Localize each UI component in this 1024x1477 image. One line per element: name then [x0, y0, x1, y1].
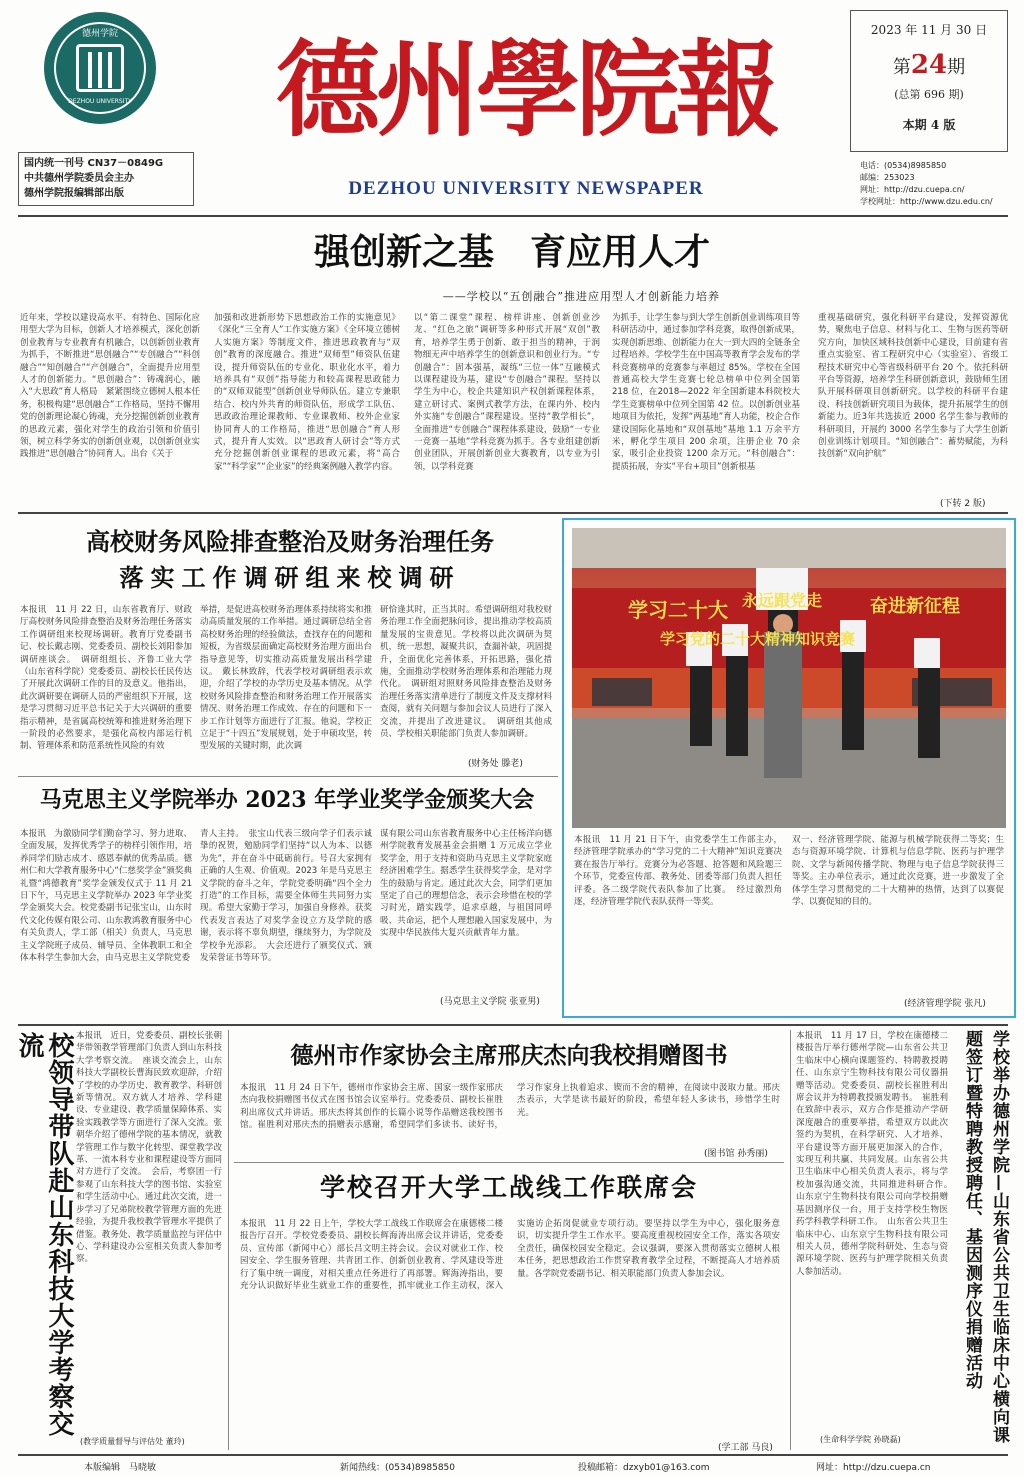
issue-date: 2023 年 11 月 30 日 [870, 23, 988, 37]
finance-headline-2: 落实工作调研组来校调研 [119, 563, 461, 592]
lead-headline: 强创新之基 育应用人才 [313, 231, 710, 273]
continue-note: (下转 2 版) [940, 499, 986, 509]
contact-phone: 电话：(0534)8985850 [860, 161, 947, 170]
photo-banner-mid: 永远跟党走 [742, 591, 823, 610]
marx-column: 本报讯 为激励同学们勤奋学习、努力进取、全面发展，发挥优秀学子的榜样引领作用，培养同学们励志成才、感恩奉献的优秀品质。德州仁和大学教育服务中心“仁慈奖学金”颁奖典礼暨“鸿德教育”奖学金颁发仪式于 11 月 21 日下午，马克思主义学院举办 2023 年学业奖学金颁奖大会。校党委副书记张宝山，山东时代文化传媒有限公司、山东教鸿教育服务中心有关负责人，学工部（相关）负责人，马克思主义学院班子成员、辅导员、全体教职工和全体本科学生参加大会，由马克思主义学院党委 [20, 829, 192, 964]
photo-banner-bottom: 学习党的二十大精神知识竞赛 [660, 630, 856, 648]
publisher-line: 国内统一刊号 CN37－0849G [24, 158, 164, 169]
finance-column: 举措，是促进高校财务治理体系持续将实和推动高质量发展的工作举措。通过调研总结全省高校财务治理的经验做法，查找存在的问题和短板，为省级层面确定高校财务治理方面出台指导意见等，切实推动高质量发展出科学建议。 戴长林致辞，代表学校对调研组表示欢迎，介绍了学校的办学历史及基本情况。从学校财务风险排查整治和财务治理工作开展落实情况、财务治理工作成效、存在的问题和下一步工作计划等方面进行了汇报。他说，学校正立足于“十四五”发展规划，处于申硕攻坚，转型发展的关键时期，此次调 [200, 605, 372, 752]
contact-url: 网址：http://dzu.cuepa.cn/ [860, 185, 965, 194]
seal-text: 德州学院 [81, 29, 118, 39]
marx-column: 谋有限公司山东省教育服务中心主任杨洋向德州学院教育发展基金会捐赠 1 万元成立学业奖学金，用于支持和资助马克思主义学院家庭经济困难学生。据悉学生获得奖学金，是对学生的鼓励与肯定。通过此次大会，同学们更加坚定了自己的理想信念，表示会珍惜在校的学习时光，踏实践学，追求卓越，与祖国同呼吸、共命运，把个人理想融入国家发展中，为实现中华民族伟大复兴贡献青年力量。 [380, 829, 552, 939]
newspaper-subtitle-en: DEZHOU UNIVERSITY NEWSPAPER [348, 178, 704, 199]
pages-count: 本期 4 版 [902, 118, 956, 132]
frontline-body: 本报讯 11 月 22 日上午，学校大学工战线工作联席会在康德楼二楼报告厅召开。学校党委委员、副校长辉海涛出席会议并讲话，党委委员、宣传部（新闻中心）部长吕文明主持会议。会议对就业工作、校园安全、学生服务管理、共青团工作、创新创业教育、学风建设等进行了集中统一调度，对相关重点任务进行了再部署。辉海涛指出，要充分认识做好毕业生就业工作的重要性，抓牢就业工作主动权，深入实施访企拓岗促就业专项行动。要坚持以学生为中心，强化服务意识，切实提升学生工作水平。要高度重视校园安全工作，落实各项安全责任，确保校园安全稳定。会议强调，要深入贯彻落实立德树人根本任务，把思想政治工作贯穿教育教学全过程，不断提高人才培养质量。各学院党委副书记、相关职能部门负责人参加会议。 [240, 1219, 780, 1292]
frontline-byline: (学工部 马良) [718, 1443, 773, 1453]
marx-column: 青人主持。 张宝山代表三级向学子们表示诚挚的祝贺，勉励同学们坚持“以人为本、以德为先”，并在奋斗中砥砺前行。号召大家拥有正确的人生观、价值观。2023 年是马克思主义学院的奋斗之年，学院党委明确“四个全力打造”的工作目标，需要全体师生共同努力实现。希望大家勤于学习，加强自身修养。获奖代表发言表达了对奖学金设立方及学院的感谢，表示将不辜负期望，继续努力，为学院及学校争光添彩。 大会还进行了颁奖仪式、颁发荣誉证书等环节。 [200, 829, 372, 964]
contact-block [860, 160, 1020, 208]
competition-photo [572, 528, 1006, 828]
footer-hotline: 新闻热线：(0534)8985850 [340, 1463, 456, 1473]
issue-no: 24 [910, 50, 948, 80]
seal-text-en: DEZHOU UNIVERSITY [68, 98, 132, 105]
lead-column: 为抓手，让学生参与到大学生创新创业训练项目等科研活动中，通过参加学科竞赛，取得创新成果，实现创新思维、创新能力在大一到大四的全链条全过程培养。学校学生在中国高等教育学会发布的学科竞赛榜单的竞赛参与率超过 85%。学校在全国普通高校大学生竞赛七轮总榜单中位列全国第 218 位，在2018—2022 年全国新建本科院校大学生竞赛榜单中位列全国第 42 位。以创新创业基地项目为依托，发挥“两基地”育人功能，校企合作建设国际化基地和“双创基地”基地 1.1 万余平方米，孵化学生项目 200 余项，注册企业 70 余家，吸引企业投资 1200 余万元。“科创融合”：提质拓展，夯实“平台+项目”创新根基 [612, 313, 800, 472]
footer [18, 1458, 1008, 1474]
university-seal [44, 12, 156, 124]
leader-vertical-headline: 校领导带队赴山东科技大学考察交流 [14, 1032, 74, 1437]
publisher-line: 中共德州学院委员会主办 [24, 173, 134, 184]
writers-byline: (图书馆 孙秀丽) [704, 1149, 768, 1159]
clinic-vertical-headline: 学校举办德州学院—山东省公共卫生临床中心横向课题签订暨特聘教授聘任、基因测序仪捐赠活动 [962, 1030, 1009, 1444]
leader-byline: (教学质量督导与评估处 董玲) [80, 1437, 185, 1446]
finance-column: 本报讯 11 月 22 日，山东省教育厅、财政厅高校财务风险排查整治及财务治理任务落实工作调研组来校现场调研。教育厅党委副书记、校长戴志刚、党委委员、副校长刘阳参加调研座谈会。 调研组组长、齐鲁工业大学（山东省科学院）党委委员、副校长任民传达了开展此次调研工作的目的及意义。他指出，此次调研要在调研人员的严密组织下开展，这是学习贯彻习近平总书记关于大兴调研的重要指示精神，是省属高校统筹和推进财务治理下一阶段的必然要求，是强化高校内部运行机制、管理体系和防范系统性风险的有效 [20, 605, 192, 752]
footer-website: 网址：http://dzu.cuepa.cn [816, 1463, 931, 1473]
newspaper-title: 德州學院報 [275, 28, 776, 151]
photo-banner-right: 奋进新征程 [870, 596, 960, 617]
issue-number: 第24期 [892, 50, 966, 80]
masthead [0, 0, 1024, 215]
clinic-byline: (生命科学学院 孙晓磊) [820, 1435, 901, 1444]
publisher-box [18, 152, 194, 206]
total-issue: (总第 696 期) [894, 88, 964, 101]
photo-caption: 双一、经济管理学院、能源与机械学院获得二等奖；生态与资源环境学院、计算机与信息学院、医药与护理学院、文学与新闻传播学院、物理与电子信息学院获得三等奖。主办单位表示，通过此次竞赛，进一步激发了全体学生学习贯彻党的二十大精神的热情，达到了以赛促学、以赛促知的目的。 [792, 835, 1004, 908]
finance-column: 研恰逢其时，正当其时。希望调研组对我校财务治理工作全面把脉问诊，提出推动学校高质量发展的宝贵意见。学校将以此次调研为契机，统一思想，凝聚共识，查漏补缺，巩固提升，全面优化完善体系，开拓思路，强化措施，全面推动学校财务治理体系和治理能力现代化。 调研组对照财务风险排查整治及财务治理任务落实清单进行了制度文件及支撑材料查阅，就有关问题与参加会议人员进行了深入交流，并提出了改进建议。 调研组其他成员、学校相关职能部门负责人参加调研。 [380, 605, 552, 740]
issue-box [850, 10, 1008, 152]
finance-byline: (财务处 滕老) [468, 759, 523, 769]
lead-column: 近年来，学校以建设高水平、有特色、国际化应用型大学为目标，创新人才培养模式，深化创新创业教育与专业教育有机融合，以创新创业教育为抓手，不断推进“思创融合”“专创融合”“科创融合”“知创融合”“产创融合”，全面提升应用型人才的创新能力。“思创融合”：铸魂润心，融入“大思政”育人格局 紧紧围绕立德树人根本任务，积极构建“思创融合”工作格局，坚持不懈用党的创新理论凝心铸魂，充分挖掘创新创业教育的思政元素，强化对学生的政治引领和价值引领，树立科学务实的创新创业观，以创新创业实践推进“思创融合”协同育人。出台《关于 [20, 313, 200, 460]
lead-column: 加强和改进新形势下思想政治工作的实施意见》《深化“三全育人”工作实施方案》《全环境立德树人实施方案》等制度文件，推进思政教育与“双创”教育的深度融合。推进“双师型”师资队伍建设，提升师资队伍的专业化、职业化水平，着力培养具有“双创”指导能力和较高课程思政能力的“双师双能型”创新创业导师队伍。建立专兼职结合、校内外共育的师资队伍，形成学工队伍、思政政治理论课教师、专业课教师、校外企业家协同育人的工作格局，推进“思创融合”育人形式，提升育人实效。以“思政育人研讨会”等方式充分挖掘创新创业课程的思政元素，将“高合家”“科学家”“企业家”的经典案例融入教学内容。 [214, 313, 400, 472]
marx-headline: 马克思主义学院举办 2023 年学业奖学金颁奖大会 [39, 787, 535, 813]
footer-editor: 本版编辑 马晓敏 [84, 1463, 157, 1473]
writers-headline: 德州市作家协会主席邢庆杰向我校捐赠图书 [290, 1042, 728, 1069]
clinic-body: 本报讯 11 月 17 日，学校在康德楼二楼报告厅举行德州学院—山东省公共卫生临床中心横向课题签约、特聘教授聘任、山东京宁生物科技有限公司仪器捐赠等活动。党委委员、副校长崔胜利出席会议并为特聘教授颁发聘书。 崔胜利在致辞中表示，双方合作是推动产学研深度融合的重要举措，希望双方以此次签约为契机，在科学研究、人才培养、平台建设等方面开展更加深入的合作，实现互利共赢、共同发展。山东省公共卫生临床中心相关负责人表示，将与学校加强沟通交流，共同推进科研合作。 山东京宁生物科技有限公司向学校捐赠基因测序仪一台，用于支持学校生物医药学科教学科研工作。 山东省公共卫生临床中心、山东京宁生物科技有限公司相关人员，德州学院科研处、生态与资源环境学院、医药与护理学院相关负责人参加活动。 [796, 1031, 957, 1277]
photo-caption: 本报讯 11 月 21 日下午，由党委学生工作部主办，经济管理学院承办的“学习党的二十大精神”知识竞赛决赛在报告厅举行。竞赛分为必答题、抢答题和风险题三个环节，党委宣传部、教务处、团委等部门负责人担任评委。各二级学院代表队参加了比赛。 经过激烈角逐，经济管理学院代表队获得一等奖。 [574, 835, 782, 908]
contact-zip: 邮编：253023 [860, 173, 915, 182]
photo-banner-left: 学习二十大 [628, 598, 728, 622]
marx-byline: (马克思主义学院 张亚男) [440, 997, 540, 1007]
photo-byline: (经济管理学院 张凡) [904, 999, 986, 1009]
contact-school-url: 学校网址：http://www.dzu.edu.cn/ [860, 197, 993, 206]
leader-body: 本报讯 近日，党委委员、副校长张朝华带领教学管理部门负责人到山东科技大学考察交流。 座谈交流会上，山东科技大学副校长曹海民致欢迎辞，介绍了学校的办学历史、教育教学、科研创新等情况。双方就人才培养、学科建设、专业建设、教学质量保障体系、实验实践教学等方面进行了深入交流。张朝华介绍了德州学院的基本情况，就教学管理工作与数字化转型、课堂教学改革、一流本科专业和课程建设等方面同对方进行了交流。 会后，考察团一行参观了山东科技大学的图书馆、实验室和学生活动中心。通过此次交流，进一步学习了兄弟院校教学管理方面的先进经验，为提升我校教学管理水平提供了借鉴。教务处、教学质量监控与评估中心、学科建设办公室相关负责人参加考察。 [76, 1031, 222, 1265]
publisher-line: 德州学院报编辑部出版 [24, 188, 124, 199]
frontline-headline: 学校召开大学工战线工作联席会 [319, 1173, 698, 1202]
finance-headline-1: 高校财务风险排查整治及财务治理任务 [86, 527, 494, 556]
writers-body: 本报讯 11 月 24 日下午，德州市作家协会主席、国家一级作家邢庆杰向我校捐赠图书仪式在图书馆会议室举行。党委委员、副校长崔胜利出席仪式并讲话。邢庆杰将其创作的长篇小说等作品赠送我校图书馆。崔胜利对邢庆杰的捐赠表示感谢，希望同学们多读书、读好书，学习作家身上执着追求、锲而不舍的精神，在阅读中汲取力量。邢庆杰表示，大学是读书最好的阶段，希望年轻人多读书，珍惜学生时光。 [240, 1083, 780, 1131]
lead-column: 以“第二课堂”课程、榜样讲座、创新创业沙龙、“红色之旅”调研等多种形式开展“双创”教育，培养学生勇于创新、敢于担当的精神，于润物细无声中培养学生的创新意识和创业行为。“专创融合”：固本强基，凝练“三位一体”互融模式 以课程建设为基，建设“专创融合”课程。坚持以学生为中心，校企共建知识产权创新课程体系，建立研讨式、案例式教学方法，在课内外、校内外实施“专创融合”课程建设。坚持“教学相长”，全面推进“专创融合”课程体系建设，鼓励“一专业一竞赛一基地”学科竞赛为抓手。各专业组建创新创业团队，开展创新创业大赛教育，以专业为引领，以学科竞赛 [414, 313, 609, 472]
footer-email: 投稿邮箱：dzxyb01@163.com [578, 1463, 710, 1473]
lead-subhead: ——学校以“五创融合”推进应用型人才创新能力培养 [442, 290, 720, 303]
lead-column: 重视基础研究，强化科研平台建设，发挥资源优势，聚焦电子信息、材料与化工、生物与医药等研究方向，加快区域科技创新中心建设，目前建有省重点实验室、省工程研究中心（实验室）、省级工程技术研究中心等省级科研平台 20 个。依托科研平台等资源，培养学生科研创新意识，鼓励师生团队开展科研项目创新研究。以学校的科研平台建设、科技创新研究项目为载体，提升拓展学生的创新能力。近3年共选拔近 2000 名学生参与教师的科研项目，开展约 3000 名学生参与了大学生创新创业训练计划项目。“知创融合”：蓄势赋能，为科技创新“双向护航” [818, 313, 1008, 460]
